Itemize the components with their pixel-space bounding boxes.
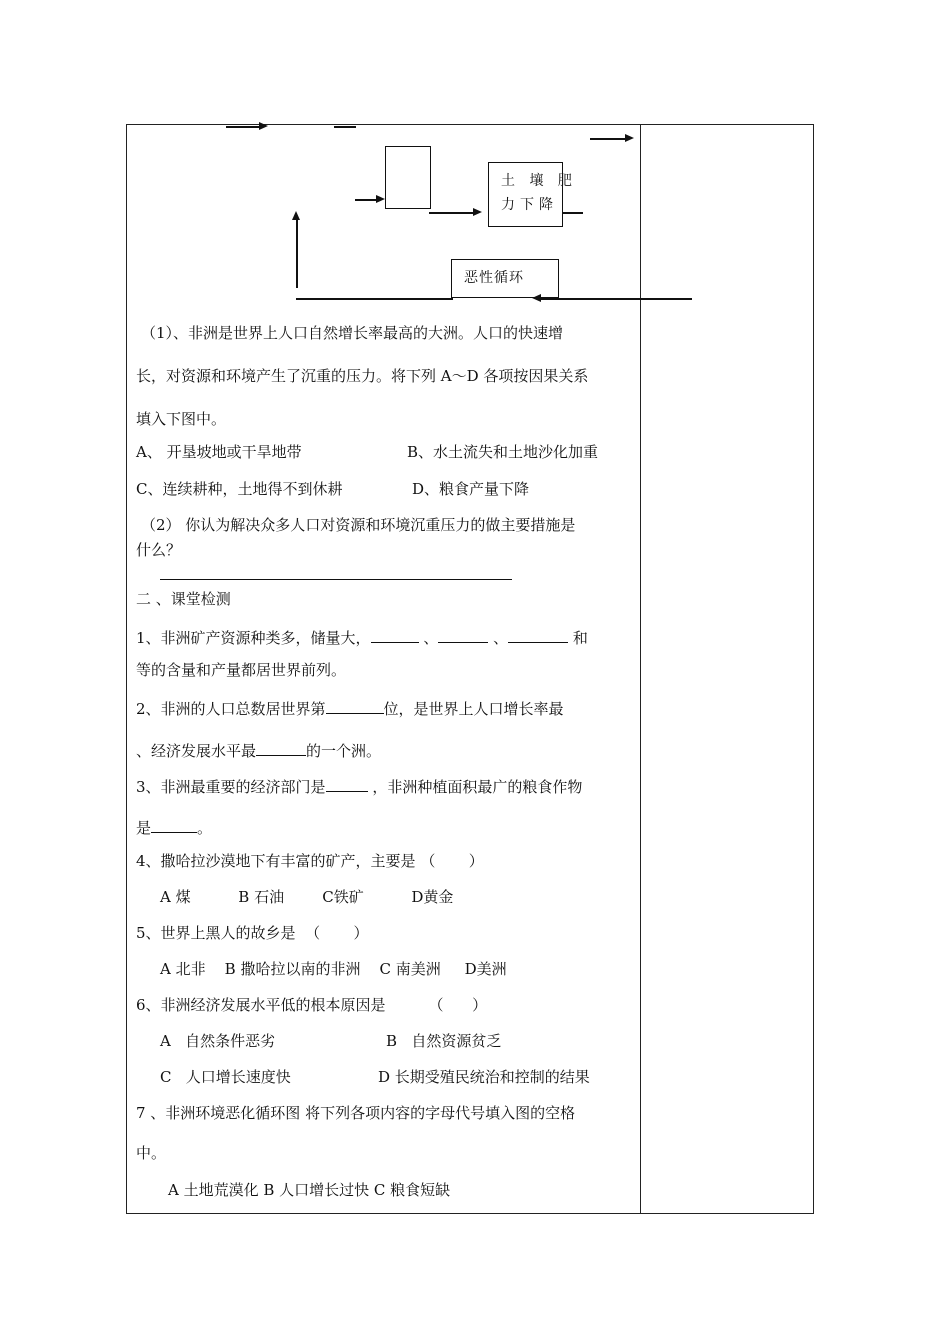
arrow-line-into-box <box>355 199 377 201</box>
q1-intro-line1: （1）、非洲是世界上人口自然增长率最高的大洲。人口的快速增 <box>141 324 564 342</box>
item6-question: 6、非洲经济发展水平低的根本原因是 （ ） <box>136 996 488 1014</box>
arrowhead-icon <box>532 294 541 302</box>
arrow-line-top-right <box>590 138 626 140</box>
q1-option-c: C、连续耕种，土地得不到休耕 <box>136 480 343 498</box>
item4-question: 4、撒哈拉沙漠地下有丰富的矿产，主要是 （ ） <box>136 852 484 870</box>
empty-box <box>385 146 431 209</box>
item6-option-d: D 长期受殖民统治和控制的结果 <box>378 1068 590 1086</box>
item7-line1: 7 、非洲环境恶化循环图 将下列各项内容的字母代号填入图的空格 <box>136 1104 576 1122</box>
arrowhead-icon <box>625 134 634 142</box>
item6-option-c: C 人口增长速度快 <box>160 1068 291 1086</box>
item2-blank-2[interactable] <box>256 739 306 756</box>
arrow-line-top-left <box>226 126 260 128</box>
item2-text-4: 的一个洲。 <box>306 742 382 760</box>
item1-blank-1[interactable] <box>371 626 419 643</box>
up-arrow-line <box>296 220 298 288</box>
item3-blank-1[interactable] <box>326 775 368 792</box>
arrow-line-to-soil <box>429 212 474 214</box>
q1-option-b: B、水土流失和土地沙化加重 <box>407 443 599 461</box>
q1-intro-line3: 填入下图中。 <box>136 410 227 428</box>
item3-line1 <box>136 775 582 797</box>
item7-line2: 中。 <box>136 1144 167 1162</box>
item1-end: 和 <box>568 629 588 647</box>
item3-text-3: 是 <box>136 819 152 837</box>
soil-fertility-label: 土 壤 肥 力下降 <box>501 173 577 213</box>
vicious-cycle-label: 恶性循环 <box>464 270 524 286</box>
item2-line2 <box>136 739 381 761</box>
vicious-cycle-box <box>451 259 559 298</box>
item2-blank-1[interactable] <box>326 697 384 714</box>
item1-blank-2[interactable] <box>438 626 488 643</box>
q2-answer-line[interactable] <box>160 579 512 580</box>
q2-line1: （2） 你认为解决众多人口对资源和环境沉重压力的做主要措施是 <box>141 516 576 534</box>
item3-text: 3、非洲最重要的经济部门是 <box>136 778 326 796</box>
q1-option-d: D、粮食产量下降 <box>412 480 530 498</box>
item6-option-b: B 自然资源贫乏 <box>386 1032 502 1050</box>
soil-fertility-box <box>488 162 577 227</box>
item4-options: A 煤 B 石油 C铁矿 D黄金 <box>160 888 454 906</box>
line-out-soil <box>563 212 583 214</box>
item1-line2: 等的含量和产量都居世界前列。 <box>136 661 347 679</box>
item5-options: A 北非 B 撒哈拉以南的非洲 C 南美洲 D美洲 <box>160 960 507 978</box>
item3-text-2: ，非洲种植面积最广的粮食作物 <box>367 778 583 796</box>
item3-blank-2[interactable] <box>151 816 197 833</box>
section2-title: 二 、课堂检测 <box>136 590 231 608</box>
item1-text: 1、非洲矿产资源种类多，储量大， <box>136 629 371 647</box>
item1-sep: 、 <box>488 629 509 647</box>
q1-option-a: A、 开垦坡地或干旱地带 <box>136 443 302 461</box>
item3-line2 <box>136 816 212 838</box>
column-divider <box>640 124 641 1214</box>
item7-options: A 土地荒漠化 B 人口增长过快 C 粮食短缺 <box>168 1181 451 1199</box>
arrowhead-icon <box>292 211 300 220</box>
item6-option-a: A 自然条件恶劣 <box>160 1032 276 1050</box>
item2-text-2: 位，是世界上人口增长率最 <box>383 700 564 718</box>
q1-intro-line2: 长，对资源和环境产生了沉重的压力。将下列 A～D 各项按因果关系 <box>136 367 589 385</box>
bottom-line-left <box>296 298 453 300</box>
q2-line2: 什么？ <box>136 541 182 559</box>
item2-text-3: 、经济发展水平最 <box>136 742 257 760</box>
arrowhead-icon <box>376 195 385 203</box>
bottom-line-right <box>541 298 692 300</box>
blank-line-top <box>334 126 356 128</box>
item3-text-4: 。 <box>197 819 213 837</box>
item1-blank-3[interactable] <box>508 626 568 643</box>
item2-line1 <box>136 697 564 719</box>
item5-question: 5、世界上黑人的故乡是 （ ） <box>136 924 369 942</box>
arrowhead-icon <box>473 208 482 216</box>
item1-line1 <box>136 626 588 648</box>
item1-sep: 、 <box>418 629 439 647</box>
item2-text: 2、非洲的人口总数居世界第 <box>136 700 326 718</box>
arrowhead-icon <box>259 122 268 130</box>
